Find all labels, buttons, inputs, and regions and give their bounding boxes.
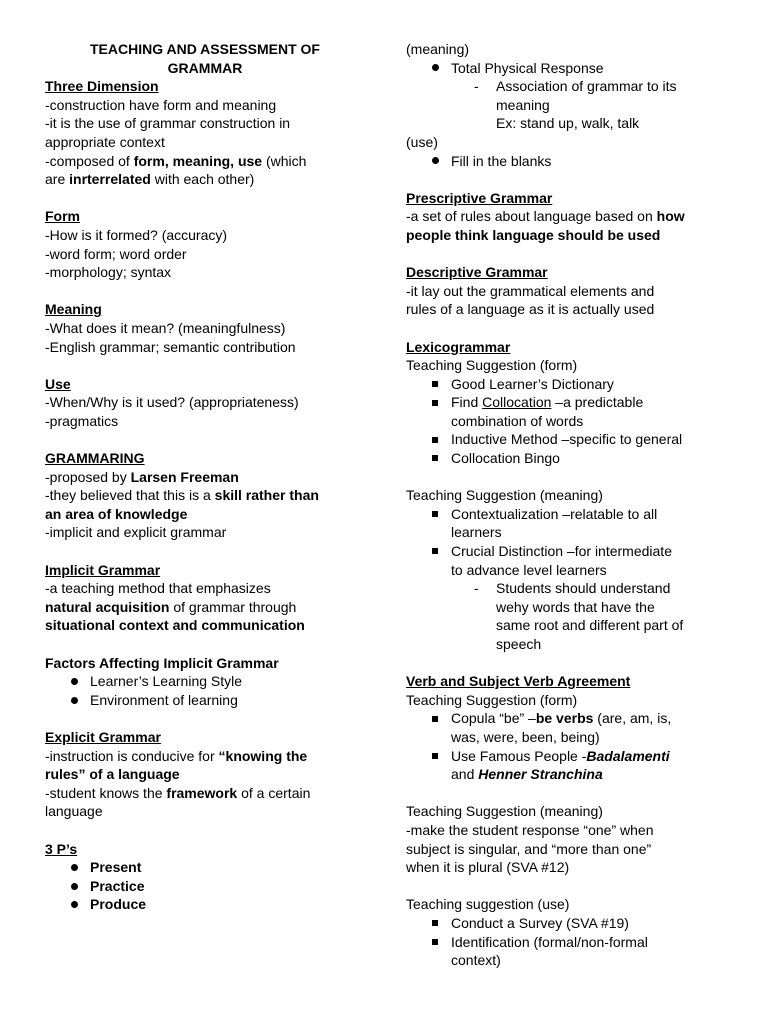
sub-list-item-continuation: speech	[496, 636, 542, 652]
list-item-text: Contextualization –relatable to all	[451, 505, 658, 522]
descriptive-line: rules of a language as it is actually used	[406, 301, 655, 318]
list-item-text: Total Physical Response	[451, 59, 604, 76]
bullet-square-icon	[428, 747, 442, 766]
meaning-heading: Meaning	[45, 301, 102, 318]
implicit-grammar-line: -a teaching method that emphasizes	[45, 580, 271, 597]
spacer	[406, 245, 736, 264]
list-item	[45, 691, 365, 710]
sub-list-item-continuation: Ex: stand up, walk, talk	[496, 115, 640, 132]
text-run: Use Famous People -	[451, 747, 587, 764]
list-item	[45, 895, 365, 914]
factors-heading: Factors Affecting Implicit Grammar	[45, 654, 279, 671]
spacer	[406, 170, 736, 189]
list-item-continuation	[406, 765, 736, 784]
text-run: of grammar through	[169, 598, 297, 615]
bullet-square-icon	[428, 449, 442, 468]
explicit-grammar-heading: Explicit Grammar	[45, 728, 161, 745]
bold-text: be verbs	[535, 710, 594, 727]
list-item	[406, 542, 736, 561]
implicit-grammar-heading: Implicit Grammar	[45, 561, 161, 578]
use-heading: Use	[45, 375, 71, 392]
prescriptive-line: people think language should be used	[406, 226, 661, 243]
bold-text: framework	[166, 784, 238, 801]
list-item-text: Environment of learning	[90, 691, 238, 708]
text-run: of a certain	[237, 784, 311, 801]
bullet-square-icon	[428, 542, 442, 561]
dash-bullet-icon: -	[474, 78, 479, 95]
use-line: -pragmatics	[45, 412, 119, 429]
bullet-square-icon	[428, 375, 442, 394]
spacer	[45, 189, 365, 208]
meaning-label: (meaning)	[406, 41, 470, 57]
sub-list-item-continuation: meaning	[496, 96, 550, 113]
three-ps-heading: 3 P’s	[45, 840, 78, 857]
bullet-square-icon	[428, 430, 442, 449]
text-run: -instruction is conducive for	[45, 747, 219, 764]
teaching-suggestion-label: Teaching suggestion (use)	[406, 896, 570, 913]
spacer	[45, 430, 365, 449]
list-item	[45, 672, 365, 691]
explicit-grammar-line: rules” of a language	[45, 766, 180, 783]
bullet-square-icon	[428, 505, 442, 524]
list-item	[406, 747, 736, 766]
spacer	[45, 821, 365, 840]
three-dimension-line: -construction have form and meaning	[45, 96, 277, 113]
form-line: -How is it formed? (accuracy)	[45, 226, 228, 243]
list-item	[406, 709, 736, 728]
bullet-dot-icon	[67, 672, 81, 691]
sub-list-item	[406, 579, 736, 598]
list-item	[406, 152, 736, 171]
text-run: Find	[451, 394, 483, 411]
bold-italic-text: Henner Stranchina	[478, 766, 603, 783]
spacer	[406, 468, 736, 487]
spacer	[45, 709, 365, 728]
grammaring-line	[45, 486, 365, 505]
grammaring-line: -implicit and explicit grammar	[45, 524, 227, 541]
use-label: (use)	[406, 133, 438, 150]
sva-heading: Verb and Subject Verb Agreement	[406, 673, 631, 690]
sub-list-item-continuation: same root and different part of	[496, 617, 684, 634]
sub-list-item-text: Students should understand	[496, 580, 671, 597]
list-item-text: Produce	[90, 896, 147, 913]
text-run: (which	[262, 152, 307, 169]
bold-text: natural acquisition	[45, 598, 170, 615]
list-item	[406, 914, 736, 933]
text-run: -composed of	[45, 152, 134, 169]
grammaring-line: an area of knowledge	[45, 505, 188, 522]
prescriptive-grammar-heading: Prescriptive Grammar	[406, 189, 553, 206]
spacer	[45, 356, 365, 375]
list-item	[45, 877, 365, 896]
bold-text: “knowing the	[218, 747, 308, 764]
explicit-grammar-line	[45, 747, 365, 766]
form-line: -word form; word order	[45, 245, 187, 262]
list-item-text: Practice	[90, 877, 145, 894]
teaching-suggestion-label: Teaching Suggestion (form)	[406, 357, 578, 374]
bullet-dot-icon	[67, 877, 81, 896]
list-item-text: Conduct a Survey (SVA #19)	[451, 914, 629, 931]
list-item	[45, 858, 365, 877]
explicit-grammar-line: language	[45, 803, 103, 820]
bullet-dot-icon	[428, 152, 442, 171]
meaning-line: -What does it mean? (meaningfulness)	[45, 319, 286, 336]
spacer	[406, 654, 736, 673]
list-item-text: Fill in the blanks	[451, 152, 552, 169]
use-line: -When/Why is it used? (appropriateness)	[45, 394, 299, 411]
list-item-text: Learner’s Learning Style	[90, 673, 243, 690]
three-dimension-heading: Three Dimension	[45, 78, 159, 95]
three-dimension-line	[45, 170, 365, 189]
list-item	[406, 430, 736, 449]
bullet-dot-icon	[428, 59, 442, 78]
text-run: -proposed by	[45, 468, 131, 485]
bold-text: Larsen Freeman	[130, 468, 239, 485]
list-item-text: Crucial Distinction –for intermediate	[451, 543, 672, 560]
list-item	[406, 59, 736, 78]
spacer	[45, 542, 365, 561]
text-run: Copula “be” –	[451, 710, 536, 727]
list-item-text: Collocation Bingo	[451, 450, 560, 467]
list-item	[406, 505, 736, 524]
lexicogrammar-heading: Lexicogrammar	[406, 338, 511, 355]
bullet-square-icon	[428, 709, 442, 728]
dash-bullet-icon: -	[474, 580, 479, 597]
bold-text: skill rather than	[214, 487, 319, 504]
text-run: are	[45, 171, 70, 188]
grammaring-line	[45, 468, 365, 487]
list-item-text: Good Learner’s Dictionary	[451, 375, 614, 392]
list-item	[406, 449, 736, 468]
list-item-text: Inductive Method –specific to general	[451, 431, 683, 448]
sva-meaning-line: when it is plural (SVA #12)	[406, 859, 570, 876]
list-item	[406, 933, 736, 952]
doc-title-line-1: TEACHING AND ASSESSMENT OF	[90, 41, 320, 57]
form-heading: Form	[45, 208, 80, 225]
three-dimension-line: -it is the use of grammar construction in	[45, 115, 291, 132]
list-item	[406, 375, 736, 394]
list-item-continuation: context)	[451, 952, 501, 969]
spacer	[45, 635, 365, 654]
bold-text: form, meaning, use	[133, 152, 263, 169]
doc-title-line-2: GRAMMAR	[167, 59, 243, 76]
three-dimension-line	[45, 152, 365, 171]
right-column	[406, 40, 736, 970]
bold-text: how	[656, 208, 685, 225]
sub-list-item	[406, 77, 736, 96]
text-run: (are, am, is,	[593, 710, 672, 727]
bullet-dot-icon	[67, 858, 81, 877]
text-run: -they believed that this is a	[45, 487, 215, 504]
list-item-continuation: to advance level learners	[451, 561, 607, 578]
form-line: -morphology; syntax	[45, 264, 172, 281]
list-item-continuation: was, were, been, being)	[451, 728, 600, 745]
text-run: -a set of rules about language based on	[406, 208, 657, 225]
implicit-grammar-line: situational context and communication	[45, 617, 305, 634]
underlined-text: Collocation	[482, 394, 552, 411]
bold-italic-text: Badalamenti	[586, 747, 670, 764]
bullet-square-icon	[428, 914, 442, 933]
teaching-suggestion-label: Teaching Suggestion (form)	[406, 691, 578, 708]
bold-text: inrterrelated	[69, 171, 151, 188]
descriptive-grammar-heading: Descriptive Grammar	[406, 264, 548, 281]
sub-list-item-continuation: wehy words that have the	[496, 598, 655, 615]
text-run: –a predictable	[551, 394, 644, 411]
text-run: and	[451, 766, 479, 783]
bullet-dot-icon	[67, 691, 81, 710]
list-item-continuation: learners	[451, 524, 502, 541]
sva-meaning-line: -make the student response “one” when	[406, 821, 654, 838]
spacer	[406, 877, 736, 896]
text-run: -student knows the	[45, 784, 167, 801]
list-item	[406, 393, 736, 412]
bullet-square-icon	[428, 933, 442, 952]
three-dimension-line: appropriate context	[45, 133, 165, 150]
bullet-dot-icon	[67, 895, 81, 914]
spacer	[45, 282, 365, 301]
teaching-suggestion-label: Teaching Suggestion (meaning)	[406, 803, 603, 820]
teaching-suggestion-label: Teaching Suggestion (meaning)	[406, 487, 603, 504]
text-run: with each other)	[150, 171, 255, 188]
meaning-line: -English grammar; semantic contribution	[45, 338, 296, 355]
prescriptive-line	[406, 207, 736, 226]
sva-meaning-line: subject is singular, and “more than one”	[406, 840, 652, 857]
list-item-text: Present	[90, 859, 142, 876]
left-column	[45, 40, 365, 914]
list-item-continuation: combination of words	[451, 412, 584, 429]
spacer	[406, 319, 736, 338]
descriptive-line: -it lay out the grammatical elements and	[406, 282, 655, 299]
spacer	[406, 784, 736, 803]
explicit-grammar-line	[45, 784, 365, 803]
implicit-grammar-line	[45, 598, 365, 617]
sub-list-item-text: Association of grammar to its	[496, 78, 677, 95]
grammaring-heading: GRAMMARING	[45, 450, 145, 467]
list-item-text: Identification (formal/non-formal	[451, 933, 648, 950]
bullet-square-icon	[428, 393, 442, 412]
